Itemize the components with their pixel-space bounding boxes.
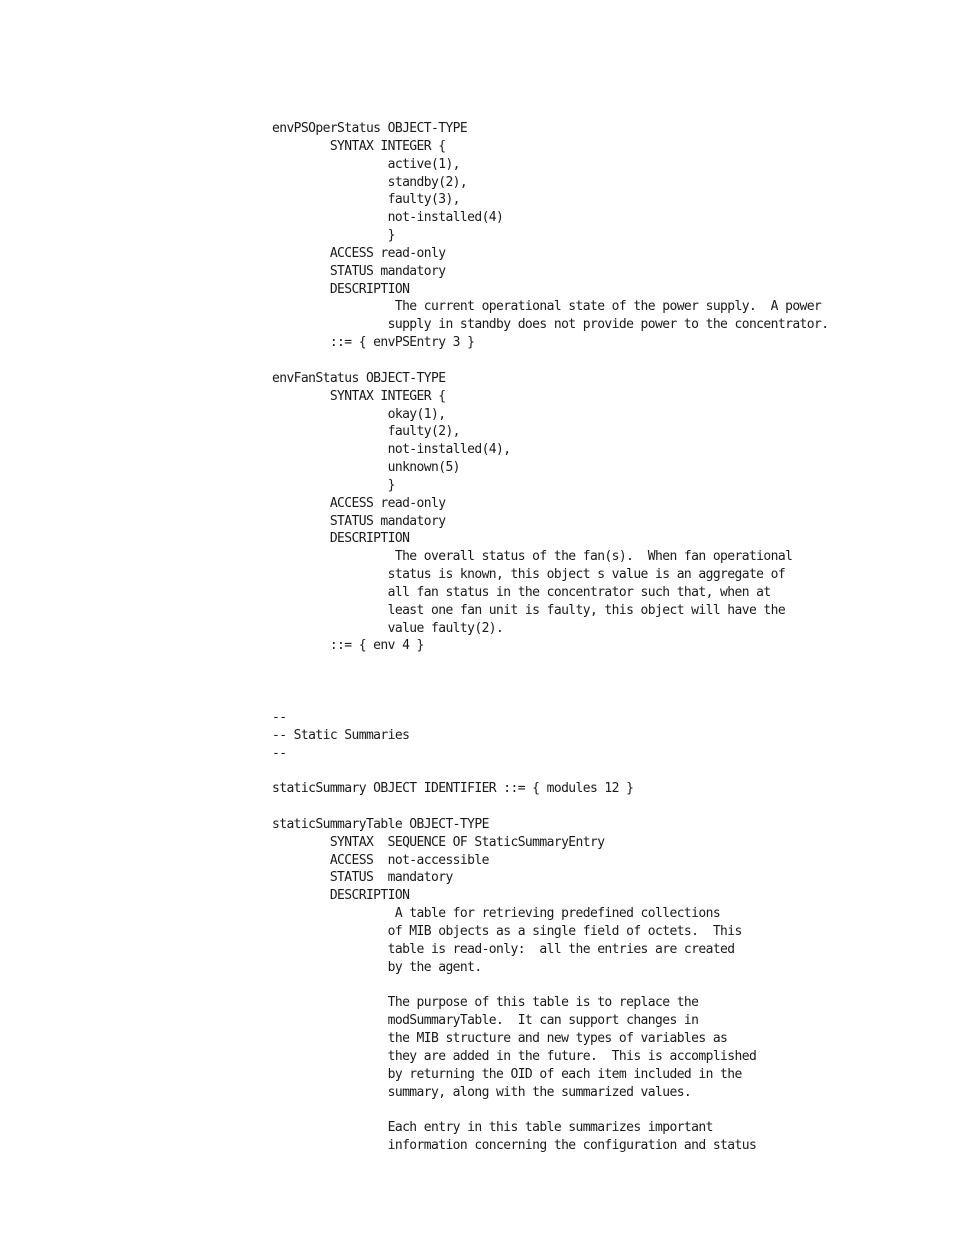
text-line: ACCESS read-only xyxy=(272,245,446,261)
text-line: by the agent. xyxy=(272,959,482,975)
text-line xyxy=(272,798,828,816)
text-line: active(1), xyxy=(272,156,460,172)
text-line: DESCRIPTION xyxy=(272,281,410,297)
text-line: ACCESS not-accessible xyxy=(272,852,489,868)
text-line: all fan status in the concentrator such that, when at xyxy=(272,584,771,600)
text-line: SYNTAX INTEGER { xyxy=(272,388,446,404)
text-line: staticSummaryTable OBJECT-TYPE xyxy=(272,816,489,832)
text-line: by returning the OID of each item included in the xyxy=(272,1066,742,1082)
text-line: -- xyxy=(272,745,287,761)
text-line: } xyxy=(272,477,395,493)
text-line: supply in standby does not provide power to the concentrator. xyxy=(272,317,829,333)
text-line: faulty(3), xyxy=(272,192,460,208)
text-line: ::= { env 4 } xyxy=(272,638,424,654)
text-line: SYNTAX INTEGER { xyxy=(272,138,446,154)
text-line: } xyxy=(272,228,395,244)
text-line: The purpose of this table is to replace the xyxy=(272,995,699,1011)
text-line: information concerning the configuration and status xyxy=(272,1138,757,1154)
text-line: STATUS mandatory xyxy=(272,870,453,886)
text-line xyxy=(272,762,828,780)
text-line: -- xyxy=(272,709,287,725)
text-line: A table for retrieving predefined collections xyxy=(272,906,721,922)
text-line: SYNTAX SEQUENCE OF StaticSummaryEntry xyxy=(272,834,605,850)
text-line: value faulty(2). xyxy=(272,620,504,636)
text-line: envPSOperStatus OBJECT-TYPE xyxy=(272,121,468,136)
text-line: STATUS mandatory xyxy=(272,513,446,529)
text-line: not-installed(4), xyxy=(272,442,511,458)
text-line: envFanStatus OBJECT-TYPE xyxy=(272,370,446,386)
text-line xyxy=(272,673,828,691)
text-line: Each entry in this table summarizes important xyxy=(272,1120,713,1136)
text-line: the MIB structure and new types of variables as xyxy=(272,1031,728,1047)
text-line xyxy=(272,1101,828,1119)
text-line: of MIB objects as a single field of octets. This xyxy=(272,923,742,939)
text-line: The current operational state of the power supply. A power xyxy=(272,299,822,315)
text-line: ::= { envPSEntry 3 } xyxy=(272,335,475,351)
text-line: DESCRIPTION xyxy=(272,888,410,904)
text-line: okay(1), xyxy=(272,406,446,422)
text-line: table is read-only: all the entries are created xyxy=(272,941,735,957)
text-line: status is known, this object s value is an aggregate of xyxy=(272,567,786,583)
text-line: DESCRIPTION xyxy=(272,531,410,547)
text-line: not-installed(4) xyxy=(272,210,504,226)
text-line xyxy=(272,352,828,370)
text-line: staticSummary OBJECT IDENTIFIER ::= { modules 12 } xyxy=(272,781,634,797)
text-line: modSummaryTable. It can support changes in xyxy=(272,1013,699,1029)
text-line: summary, along with the summarized values. xyxy=(272,1084,692,1100)
text-line: -- Static Summaries xyxy=(272,727,410,743)
text-line: unknown(5) xyxy=(272,460,460,476)
mib-definition-text xyxy=(272,120,828,1155)
text-line: The overall status of the fan(s). When fan operational xyxy=(272,549,793,565)
text-line: faulty(2), xyxy=(272,424,460,440)
text-line: standby(2), xyxy=(272,174,468,190)
text-line xyxy=(272,977,828,995)
text-line: ACCESS read-only xyxy=(272,495,446,511)
text-line: STATUS mandatory xyxy=(272,263,446,279)
text-line xyxy=(272,655,828,673)
text-line: they are added in the future. This is accomplished xyxy=(272,1048,757,1064)
text-line: least one fan unit is faulty, this object will have the xyxy=(272,602,786,618)
text-line xyxy=(272,691,828,709)
